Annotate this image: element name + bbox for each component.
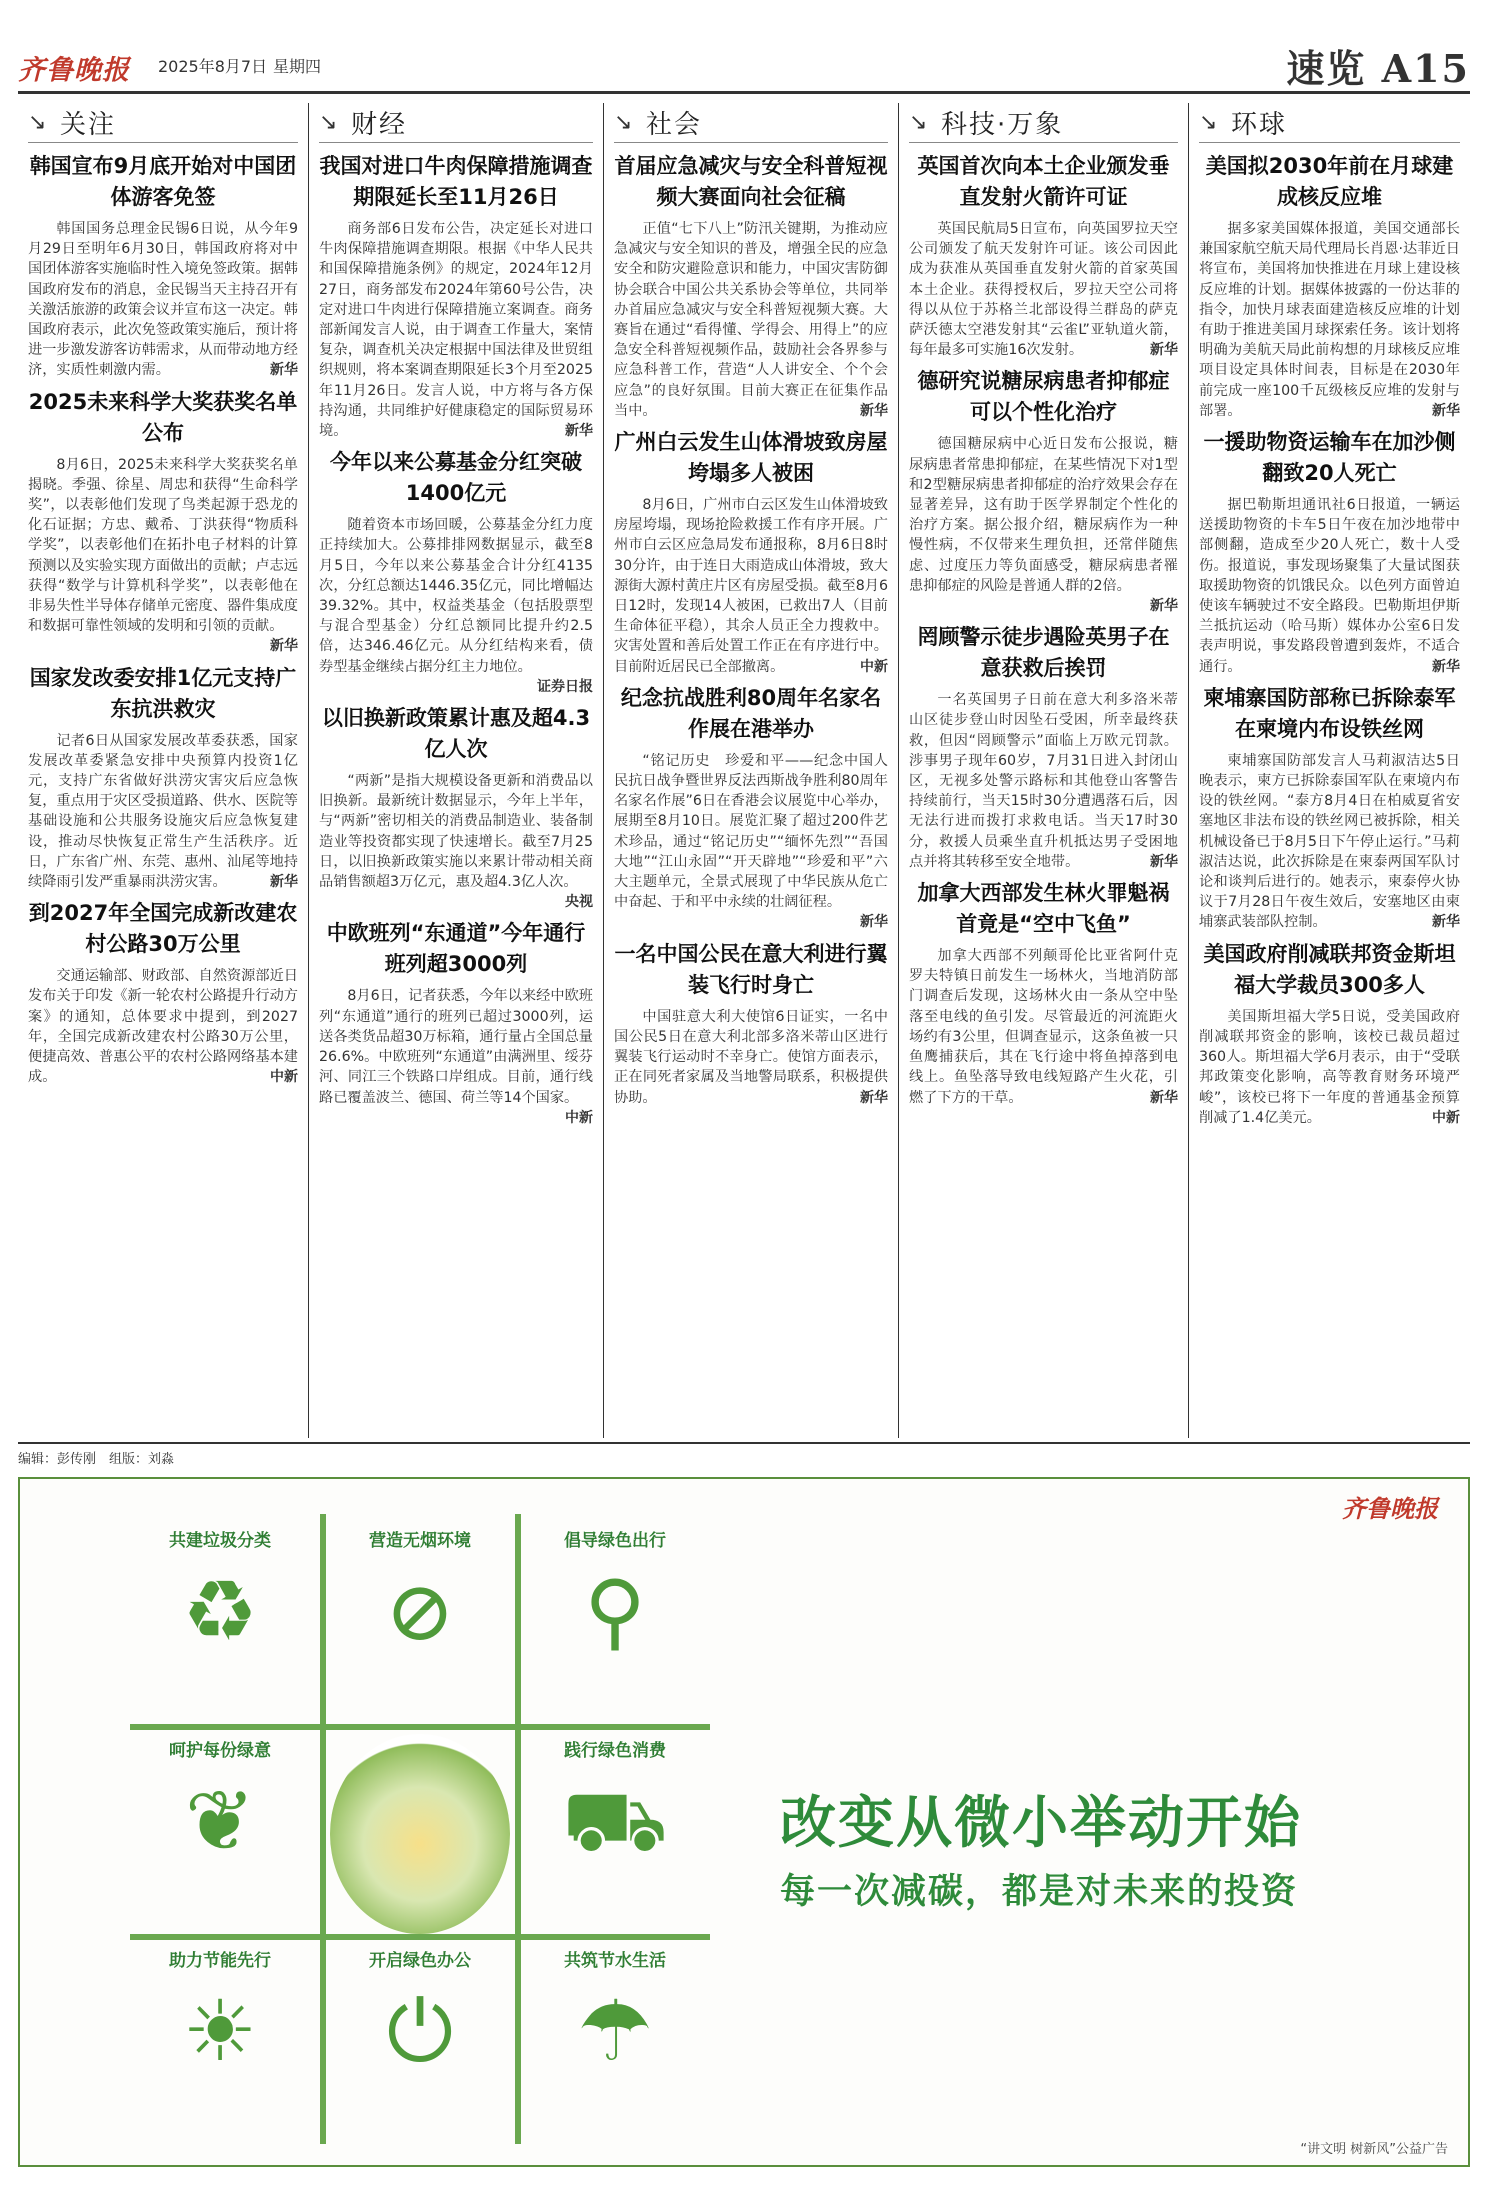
arrow-icon: ↘: [28, 110, 47, 135]
ad-tile-label: 营造无烟环境: [369, 1531, 471, 1551]
article-text: 8月6日，记者获悉，今年以来经中欧班列“东通道”通行的班列已超过3000列，运送各类货品超30万标箱，通行量占全国总量26.6%。中欧班列“东通道”由满洲里、绥芬河、同江三个铁路口岸组成。目前，通行线路已覆盖波兰、德国、荷兰等14个国家。: [319, 988, 593, 1106]
bulb-icon: ☀: [182, 1982, 258, 2080]
ad-tile-label: 共筑节水生活: [564, 1951, 666, 1971]
article-body: [28, 455, 298, 655]
article-source: 新华: [270, 874, 298, 891]
article-body: [1199, 495, 1460, 677]
article-headline: 广州白云发生山体滑坡致房屋垮塌多人被困: [614, 430, 888, 486]
section-title: 环球: [1231, 110, 1288, 140]
article-source: 新华: [1432, 914, 1460, 931]
article-text: 交通运输部、财政部、自然资源部近日发布关于印发《新一轮农村公路提升行动方案》的通知，总体要求中提到，到2027年，全国完成新改建农村公路30万公里，便捷高效、普惠公平的农村公路网络基本建成。: [28, 968, 298, 1086]
ad-tile-label: 呵护每份绿意: [169, 1741, 271, 1761]
page-section: 速览 A15: [1286, 46, 1470, 91]
public-service-ad: [18, 1477, 1470, 2167]
article-body: [28, 219, 298, 381]
article-text: 8月6日，广州市白云区发生山体滑坡致房屋垮塌，现场抢险救援工作有序开展。广州市白云区应急局发布通报称，8月6日8时30分许，由于连日大雨造成山体滑坡，致大源街大源村黄庄片区有房屋受损。截至8月6日12时，发现14人被困，已救出7人（目前生命体征平稳），其余人员正全力搜救中。灾害处置和善后处置工作正在有序进行中。目前附近居民已全部撤离。: [614, 497, 888, 675]
article-source: 中新: [860, 658, 888, 675]
ad-tile-label: 助力节能先行: [169, 1951, 271, 1971]
no-smoking-icon: ⊘: [384, 1562, 456, 1660]
article-text: 德国糖尿病中心近日发布公报说，糖尿病患者常患抑郁症，在某些情况下对1型和2型糖尿病患者抑郁症的治疗效果会存在显著差异，这有助于医学界制定个性化的治疗方案。据公报介绍，糖尿病作为一种慢性病，不仅带来生理负担，还常伴随焦虑、过度压力等负面感受，糖尿病患者罹患抑郁症的风险是普通人群的2倍。: [909, 436, 1178, 594]
article-body: [319, 771, 593, 911]
article: [909, 151, 1178, 360]
column-3: [603, 103, 898, 1438]
article-text: 柬埔寨国防部发言人马莉淑洁达5日晚表示，柬方已拆除泰国军队在柬境内布设的铁丝网。“泰方8月4日在柏威夏省安塞地区非法布设的铁丝网已被拆除，相关机械设备已于8月5日下午停止运行。”马莉淑洁达说，此次拆除是在柬泰两国军队讨论和谈判后进行的。她表示，柬泰停火协议于7月28日午夜生效后，安塞地区由柬埔寨武装部队控制。: [1199, 752, 1460, 931]
article: [28, 387, 298, 657]
page-header: [18, 38, 1470, 94]
section-header: [1199, 103, 1460, 143]
ad-headline: 改变从微小举动开始: [780, 1790, 1302, 1856]
article: [614, 683, 888, 933]
article: [614, 427, 888, 677]
article: [1199, 427, 1460, 677]
arrow-icon: ↘: [614, 110, 633, 135]
article-text: 商务部6日发布公告，决定延长对进口牛肉保障措施调查期限。根据《中华人民共和国保障措施条例》的规定，2024年12月27日，商务部发布2024年第60号公告，决定对进口牛肉进行保障措施立案调查。商务部新闻发言人说，由于调查工作量大，案情复杂，调查机关决定根据中国法律及世贸组织规则，将本案调查期限延长3个月至2025年11月26日。发言人说，中方将与各方保持沟通，共同维护好健康稳定的国际贸易环境。: [319, 221, 593, 440]
ad-icon-grid: [130, 1514, 710, 2144]
article-source: 新华: [270, 362, 298, 379]
article-headline: 纪念抗战胜利80周年名家名作展在港举办: [620, 685, 882, 741]
article-source: 中新: [270, 1069, 298, 1086]
article-headline: 首届应急减灾与安全科普短视频大赛面向社会征稿: [614, 154, 888, 209]
article-headline: 今年以来公募基金分红突破1400亿元: [330, 450, 582, 506]
section-header: [909, 103, 1178, 143]
article-source: 新华: [860, 402, 888, 419]
column-2: [308, 103, 603, 1438]
section-header: [614, 103, 888, 143]
article-source: 新华: [1432, 658, 1460, 675]
article-text: “两新”是指大规模设备更新和消费品以旧换新。最新统计数据显示，今年上半年，与“两新”密切相关的消费品制造业、装备制造业等投资都实现了快速增长。截至7月25日，以旧换新政策实施以来累计带动相关商品销售额超3万亿元，惠及超4.3亿人次。: [319, 773, 593, 891]
article-text: 据多家美国媒体报道，美国交通部长兼国家航空航天局代理局长肖恩·达菲近日将宣布，美国将加快推进在月球上建设核反应堆的计划。据媒体披露的一份达菲的指令，加快月球表面建造核反应堆的计划有助于推进美国月球探索任务。该计划将明确为美航天局此前构想的月球核反应堆项目设定具体时间表，目标是在2030年前完成一座100千瓦级核反应堆的发射与部署。: [1199, 221, 1460, 419]
article-source: 新华: [1432, 402, 1460, 419]
ad-tile: [130, 1724, 310, 1924]
article-headline: 2025未来科学大奖获奖名单公布: [28, 389, 298, 445]
arrow-icon: ↘: [909, 110, 928, 135]
article-body: [909, 690, 1178, 872]
article-headline: 德研究说糖尿病患者抑郁症可以个性化治疗: [917, 369, 1170, 425]
article-source: 中新: [1432, 1109, 1460, 1126]
article-body: [319, 515, 593, 695]
article-body: [1199, 1007, 1460, 1128]
ad-tile: [130, 1934, 310, 2134]
article-text: 随着资本市场回暖，公募基金分红力度正持续加大。公募排排网数据显示，截至8月5日，今年以来公募基金合计分红4135次，分红总额达1446.35亿元，同比增幅达39.32%。其中，权益类基金（包括股票型与混合型基金）分红总额同比提升约2.5倍，达346.46亿元。从分红结构来看，债券型基金继续占据分红主力地位。: [319, 517, 593, 675]
article-source: 新华: [1150, 342, 1178, 359]
article: [909, 878, 1178, 1108]
section-header: [319, 103, 593, 143]
ad-tile: [330, 1934, 510, 2134]
article: [614, 939, 888, 1108]
article-headline: 一援助物资运输车在加沙侧翻致20人死亡: [1203, 430, 1456, 486]
article-text: 正值“七下八上”防汛关键期，为推动应急减灾与安全知识的普及，增强全民的应急安全和防灾避险意识和能力，中国灾害防御协会联合中国公共关系协会等单位，共同举办首届应急减灾与安全科普短视频大赛。大赛旨在通过“看得懂、学得会、用得上”的应急安全科普短视频作品，鼓励社会各界参与应急科普工作，营造“人人讲安全、个个会应急”的良好氛围。目前大赛正在征集作品当中。: [614, 221, 888, 419]
section-title: 社会: [646, 110, 703, 140]
article-headline: 国家发改委安排1亿元支持广东抗洪救灾: [29, 665, 297, 721]
ad-tile-label: 践行绿色消费: [564, 1741, 666, 1761]
article-source: 新华: [860, 914, 888, 931]
section-title: 科技·万象: [941, 110, 1064, 140]
ad-tile: [525, 1514, 705, 1714]
article-body: [28, 966, 298, 1087]
article: [319, 703, 593, 912]
arrow-icon: ↘: [1199, 110, 1218, 135]
article-headline: 一名中国公民在意大利进行翼装飞行时身亡: [614, 941, 888, 997]
column-4: [898, 103, 1188, 1438]
article: [319, 151, 593, 441]
recycle-icon: ♻: [182, 1562, 258, 1660]
cart-icon: ⛟: [562, 1772, 668, 1870]
article-body: [1199, 751, 1460, 933]
article-source: 证券日报: [537, 678, 593, 695]
article-body: [319, 219, 593, 441]
article: [909, 622, 1178, 872]
article-text: 中国驻意大利大使馆6日证实，一名中国公民5日在意大利北部多洛米蒂山区进行翼装飞行运动时不幸身亡。使馆方面表示，正在同死者家属及当地警局联系，积极提供协助。: [614, 1008, 888, 1106]
article-text: 据巴勒斯坦通讯社6日报道，一辆运送援助物资的卡车5日午夜在加沙地带中部侧翻，造成至少20人死亡，数十人受伤。报道说，事发现场聚集了大量试图获取援助物资的饥饿民众。以色列方面曾迫使该车辆驶过不安全路段。巴勒斯坦伊斯兰抵抗运动（哈马斯）媒体办公室6日发表声明说，事发路段曾遭到轰炸，不适合通行。: [1199, 497, 1460, 675]
masthead-logo: 齐鲁晚报: [18, 55, 130, 86]
article-headline: 罔顾警示徒步遇险英男子在意获救后挨罚: [917, 625, 1170, 681]
column-5: [1188, 103, 1470, 1438]
article-text: 韩国国务总理金民锡6日说，从今年9月29日至明年6月30日，韩国政府将对中国团体游客实施临时性入境免签政策。据韩国政府发布的消息，金民锡当天主持召开有关激活旅游的政策会议并宣布这一决定。韩国政府表示，此次免签政策实施后，预计将进一步激发游客访韩需求，从而带动地方经济，实质性刺激内需。: [28, 221, 298, 379]
ad-tile: [330, 1514, 510, 1714]
bicycle-icon: ⚲: [584, 1562, 646, 1660]
news-columns: [18, 103, 1470, 1438]
article-text: 加拿大西部不列颠哥伦比亚省阿什克罗夫特镇日前发生一场林火，当地消防部门调查后发现，这场林火由一条从空中坠落至电线的鱼引发。尽管最近的河流距火场约有3公里，但调查显示，这条鱼被一只鱼鹰捕获后，其在飞行途中将鱼掉落到电线上。鱼坠落导致电线短路产生火花，引燃了下方的干草。: [909, 948, 1178, 1106]
section-title: 关注: [60, 110, 117, 140]
article-headline: 加拿大西部发生林火罪魁祸首竟是“空中飞鱼”: [917, 881, 1170, 937]
article: [28, 898, 298, 1087]
article: [1199, 939, 1460, 1128]
article-headline: 韩国宣布9月底开始对中国团体游客免签: [29, 154, 297, 209]
article-source: 新华: [565, 423, 593, 440]
ad-tile-label: 开启绿色办公: [369, 1951, 471, 1971]
article-headline: 到2027年全国完成新改建农村公路30万公里: [28, 901, 298, 957]
article-headline: 以旧换新政策累计惠及超4.3亿人次: [321, 706, 591, 762]
article-headline: 我国对进口牛肉保障措施调查期限延长至11月26日: [319, 154, 593, 209]
ad-tile: [130, 1514, 310, 1714]
article-text: 记者6日从国家发展改革委获悉，国家发展改革委紧急安排中央预算内投资1亿元，支持广东省做好洪涝灾害灾后应急恢复，重点用于灾区受损道路、供水、医院等基础设施和公共服务设施灾后应急恢复建设，推动尽快恢复正常生产生活秩序。近日，广东省广州、东莞、惠州、汕尾等地持续降雨引发严重暴雨洪涝灾害。: [28, 732, 298, 891]
article-body: [614, 1007, 888, 1108]
ad-tile-label: 倡导绿色出行: [564, 1531, 666, 1551]
article-text: 英国民航局5日宣布，向英国罗拉天空公司颁发了航天发射许可证。该公司因此成为获准从英国垂直发射火箭的首家英国本土企业。获得授权后，罗拉天空公司将得以从位于苏格兰北部设得兰群岛的萨克萨沃德太空港发射其“云雀L”亚轨道火箭，每年最多可实施16次发射。: [909, 221, 1178, 359]
green-city-illustration: [330, 1734, 510, 1934]
article-body: [614, 751, 888, 931]
article: [28, 663, 298, 893]
article-body: [909, 219, 1178, 360]
article-text: 美国斯坦福大学5日说，受美国政府削减联邦资金的影响，该校已裁员超过360人。斯坦福大学6月表示，由于“受联邦政策变化影响，高等教育财务环境严峻”，该校已将下一年度的普通基金预算削减了1.4亿美元。: [1199, 1008, 1460, 1126]
article: [319, 447, 593, 697]
article-text: 一名英国男子日前在意大利多洛米蒂山区徒步登山时因坠石受困，所幸最终获救，但因“罔顾警示”面临上万欧元罚款。涉事男子现年60岁，7月31日进入封闭山区，无视多处警示路标和其他登山客警告持续前行，当天15时30分遭遇落石后，因无法行进而拨打求救电话。当天17时30分，救援人员乘坐直升机抵达男子受困地点并将其转移至安全地带。: [909, 692, 1178, 870]
article-body: [909, 434, 1178, 615]
article-source: 新华: [1150, 853, 1178, 870]
arrow-icon: ↘: [319, 110, 338, 135]
article-body: [614, 495, 888, 677]
plant-hands-icon: ❦: [184, 1772, 256, 1870]
article-source: 新华: [860, 1089, 888, 1106]
ad-subheadline: 每一次减碳，都是对未来的投资: [780, 1871, 1299, 1912]
ad-tile-label: 共建垃圾分类: [169, 1531, 271, 1551]
column-1: [18, 103, 308, 1438]
editor-credit: 编辑：彭传刚 组版：刘淼: [18, 1442, 1470, 1467]
power-icon: ⏻: [386, 1982, 454, 2080]
ad-tile: [525, 1724, 705, 1924]
article-source: 新华: [270, 638, 298, 655]
article: [1199, 151, 1460, 421]
article-body: [614, 219, 888, 421]
issue-weekday: 星期四: [273, 57, 322, 76]
article-text: “铭记历史 珍爱和平——纪念中国人民抗日战争暨世界反法西斯战争胜利80周年名家名作展”6日在香港会议展览中心举办，展期至8月10日。展览汇聚了超过200件艺术珍品，通过“铭记历史”“缅怀先烈”“吾国大地”“江山永固”“开天辟地”“珍爱和平”六大主题单元，全景式展现了中华民族从危亡中奋起、于和平中永续的壮阔征程。: [614, 752, 888, 911]
article: [1199, 683, 1460, 933]
article-source: 央视: [565, 894, 593, 911]
article-body: [319, 986, 593, 1126]
article-text: 8月6日，2025未来科学大奖获奖名单揭晓。季强、徐星、周忠和获得“生命科学奖”，以表彰他们发现了鸟类起源于恐龙的化石证据；方忠、戴希、丁洪获得“物质科学奖”，以表彰他们在拓扑电子材料的计算预测以及实验实现方面做出的贡献；卢志远获得“数学与计算机科学奖”，以表彰他在非易失性半导体存储单元密度、器件集成度和数据可靠性领域的发明和引领的贡献。: [28, 456, 298, 635]
ad-credit: “讲文明 树新风”公益广告: [1300, 2142, 1448, 2157]
section-title: 财经: [351, 110, 408, 140]
article-headline: 美国政府削减联邦资金斯坦福大学裁员300多人: [1203, 941, 1456, 997]
article: [319, 918, 593, 1127]
article: [614, 151, 888, 421]
faucet-icon: ☂: [577, 1982, 653, 2080]
article-headline: 中欧班列“东通道”今年通行班列超3000列: [326, 921, 586, 977]
article-body: [909, 946, 1178, 1108]
ad-tile: [525, 1934, 705, 2134]
article: [28, 151, 298, 381]
article-source: 新华: [1150, 1089, 1178, 1106]
article: [909, 366, 1178, 616]
article-body: [1199, 219, 1460, 421]
article-headline: 柬埔寨国防部称已拆除泰军在柬境内布设铁丝网: [1203, 685, 1456, 741]
article-source: 中新: [565, 1109, 593, 1126]
section-header: [28, 103, 298, 143]
article-source: 新华: [1150, 598, 1178, 615]
ad-masthead: 齐鲁晚报: [1342, 1494, 1438, 1523]
article-headline: 美国拟2030年前在月球建成核反应堆: [1205, 154, 1454, 209]
article-body: [28, 731, 298, 893]
article-headline: 英国首次向本土企业颁发垂直发射火箭许可证: [917, 154, 1170, 209]
issue-date: 2025年8月7日: [158, 57, 268, 76]
